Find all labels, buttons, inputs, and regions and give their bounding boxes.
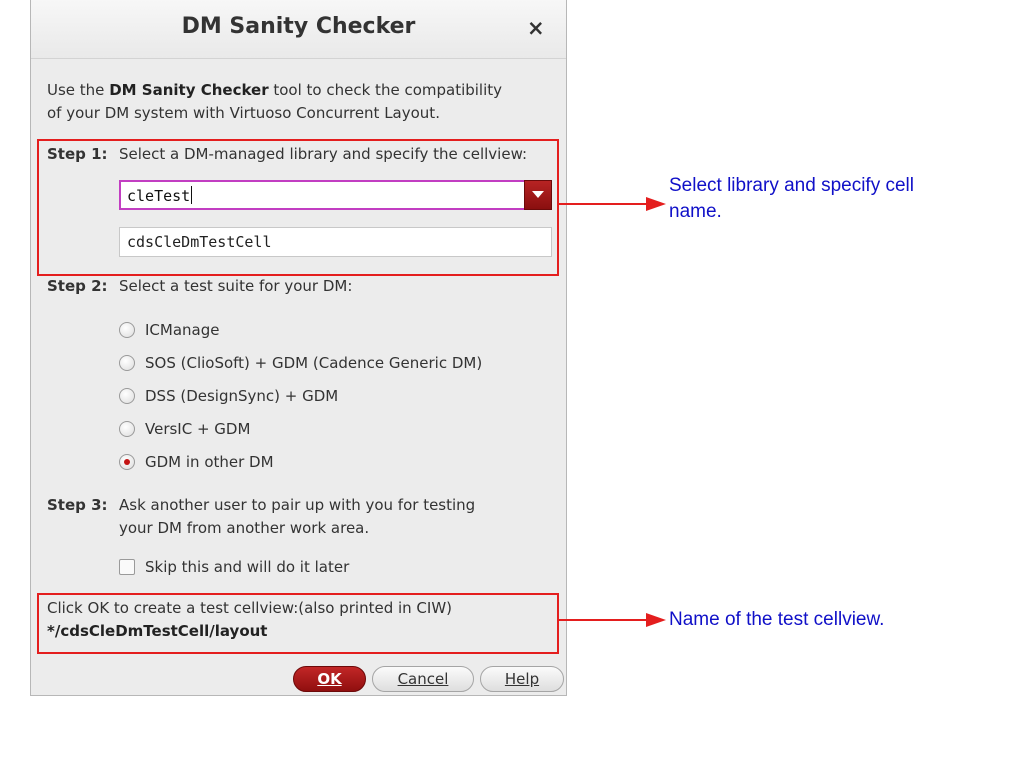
radio-label: ICManage	[145, 321, 220, 339]
step2-text: Select a test suite for your DM:	[119, 277, 353, 295]
callout-arrow-library	[558, 194, 668, 214]
cancel-label: Cancel	[397, 670, 449, 688]
radio-button[interactable]	[119, 388, 135, 404]
help-button[interactable]	[480, 666, 564, 692]
step3-line1: Ask another user to pair up with you for testing	[119, 496, 476, 514]
step3-text	[119, 494, 475, 540]
ok-button[interactable]	[293, 666, 366, 692]
step2-label: Step 2:	[47, 277, 108, 295]
footer-highlight-box	[37, 593, 559, 654]
step1-text: Select a DM-managed library and specify the cellview:	[119, 145, 528, 163]
title-bar[interactable]	[31, 0, 566, 59]
radio-label: DSS (DesignSync) + GDM	[145, 387, 339, 405]
radio-option-sos[interactable]	[119, 351, 482, 375]
footer-line1: Click OK to create a test cellview:(also printed in CIW)	[47, 599, 453, 617]
radio-button[interactable]	[119, 421, 135, 437]
cell-name-input[interactable]: cdsCleDmTestCell	[119, 227, 552, 257]
library-value: cleTest	[127, 187, 191, 205]
skip-label: Skip this and will do it later	[145, 558, 350, 576]
step3-line2: your DM from another work area.	[119, 519, 370, 537]
close-icon[interactable]: ×	[527, 16, 545, 40]
radio-label: GDM in other DM	[145, 453, 274, 471]
ok-label: OK	[317, 670, 342, 688]
radio-label: VersIC + GDM	[145, 420, 251, 438]
callout-library-text: Select library and specify cell name.	[669, 175, 914, 222]
intro-line1-suffix: tool to check the compatibility	[268, 81, 503, 99]
dialog-title: DM Sanity Checker	[181, 14, 416, 39]
callout-arrow-cellview	[558, 610, 668, 630]
radio-button[interactable]	[119, 322, 135, 338]
radio-option-gdm-other[interactable]	[119, 450, 274, 474]
skip-checkbox-row[interactable]	[119, 555, 349, 579]
help-label: Help	[504, 670, 540, 688]
radio-button-selected[interactable]	[119, 454, 135, 470]
skip-checkbox[interactable]	[119, 559, 135, 575]
radio-label: SOS (ClioSoft) + GDM (Cadence Generic DM)	[145, 354, 483, 372]
intro-text	[47, 79, 547, 125]
intro-prefix: Use the	[47, 81, 110, 99]
intro-tool-name: DM Sanity Checker	[109, 81, 269, 99]
callout-cellview-text: Name of the test cellview.	[669, 609, 885, 630]
radio-option-dss[interactable]	[119, 384, 338, 408]
intro-line2: of your DM system with Virtuoso Concurrent Layout.	[47, 104, 440, 122]
cancel-button[interactable]	[372, 666, 474, 692]
test-cellview-path: */cdsCleDmTestCell/layout	[47, 622, 268, 640]
step3-label: Step 3:	[47, 496, 108, 514]
radio-button[interactable]	[119, 355, 135, 371]
step1-highlight-box	[37, 139, 559, 276]
dm-sanity-checker-dialog	[30, 0, 567, 696]
radio-option-icmanage[interactable]	[119, 318, 219, 342]
step1-label: Step 1:	[47, 145, 108, 163]
radio-option-versic[interactable]	[119, 417, 250, 441]
